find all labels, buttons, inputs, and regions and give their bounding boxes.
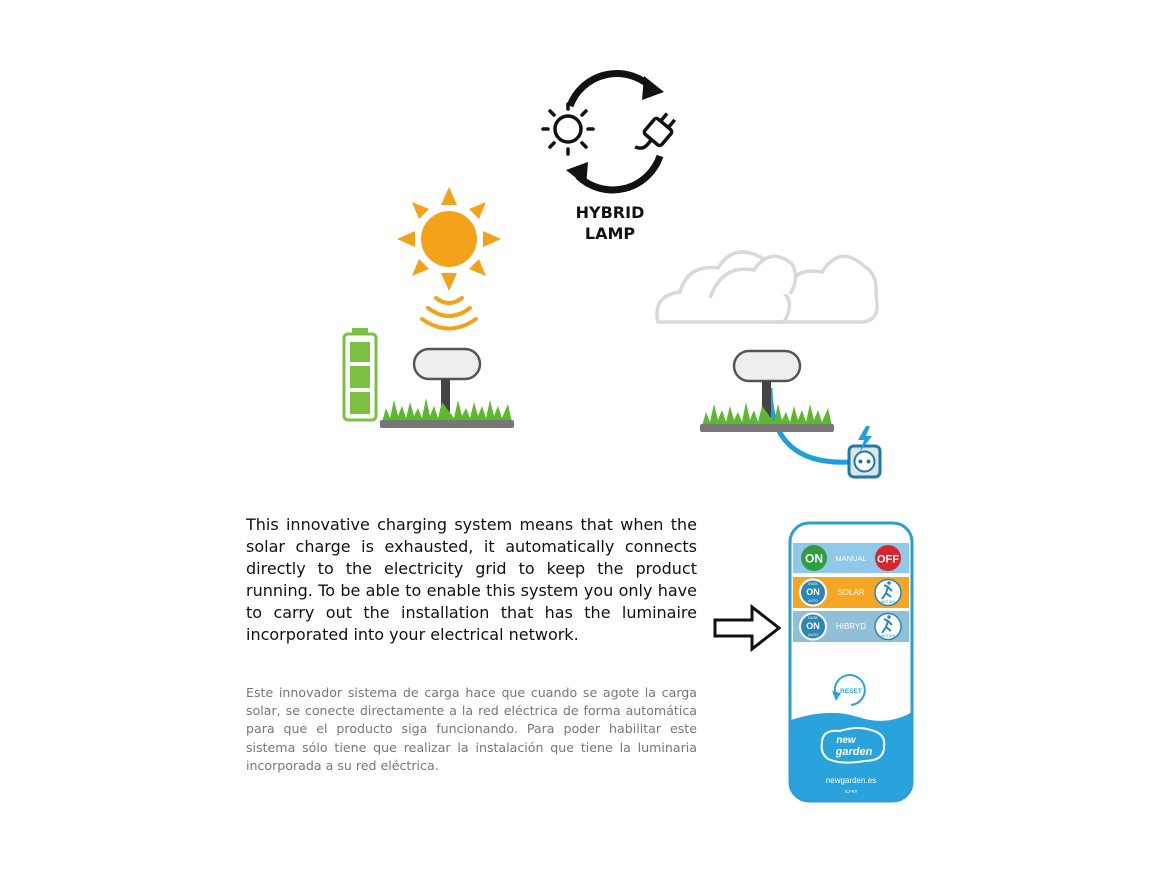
- solar-mode-illustration: [338, 186, 528, 434]
- motion-small-label: MOTION: [881, 600, 895, 604]
- description-spanish: Este innovador sistema de carga hace que cuando se agote la carga solar, se conecte directamente a la red eléctrica de forma automática para que el producto siga funcionando. Para poder habilitar este sistema sólo tiene que realizar la instalación que tiene la luminaria incorporada a su red eléctrica.: [246, 685, 697, 773]
- hybrid-cycle-icon: [540, 66, 690, 196]
- remote-control: [788, 521, 914, 803]
- dusk-on-button-solar[interactable]: [800, 580, 826, 606]
- sun-outline-icon: [543, 104, 593, 154]
- sun-icon: [397, 187, 501, 291]
- brand-line1: new: [836, 735, 856, 746]
- motion-button-hybrid[interactable]: [875, 614, 901, 640]
- dusk-on-label-2: ON: [806, 621, 820, 631]
- hybrid-title-line2: LAMP: [584, 224, 636, 243]
- dusk-on-label: ON: [806, 587, 820, 597]
- battery-full-icon: [344, 328, 376, 420]
- garden-lamp-icon: [734, 351, 800, 419]
- right-arrow-icon: [712, 604, 784, 652]
- garden-lamp-icon: [414, 349, 480, 417]
- grid-mode-illustration: [650, 238, 885, 483]
- off-button[interactable]: [875, 545, 901, 571]
- clouds-icon: [657, 252, 877, 322]
- auto-small-label-2: AUTO: [808, 633, 818, 637]
- solar-label: SOLAR: [837, 588, 865, 597]
- manual-label: MANUAL: [835, 554, 867, 563]
- motion-button-solar[interactable]: [875, 580, 901, 606]
- model-label: SJ-RT: [844, 789, 858, 794]
- power-socket-icon: [849, 446, 880, 477]
- reset-label: RESET: [840, 688, 862, 695]
- hybrid-title-line1: HYBRID: [575, 203, 645, 222]
- description-english: This innovative charging system means that when the solar charge is exhausted, it automatically connects directly to the electricity grid to keep the product running. To be able to enable this system you only have to carry out the installation that has the luminaire incorporated into your electrical network.: [246, 515, 697, 644]
- off-button-label: OFF: [877, 553, 899, 566]
- auto-small-label: AUTO: [808, 599, 818, 603]
- hybrid-label: HIBRYD: [835, 622, 867, 631]
- on-button-label: ON: [805, 551, 823, 566]
- website-label: newgarden.es: [825, 776, 877, 785]
- motion-small-label-2: MOTION: [881, 634, 895, 638]
- dusk-on-button-hybrid[interactable]: [800, 614, 826, 640]
- plug-outline-icon: [633, 110, 679, 159]
- dusk-small-label-2: DUSK: [808, 616, 818, 620]
- solar-waves-icon: [422, 298, 476, 329]
- brand-line2: garden: [835, 746, 873, 758]
- dusk-small-label: DUSK: [808, 582, 818, 586]
- hybrid-lamp-title: [560, 202, 660, 244]
- on-button[interactable]: [801, 545, 827, 571]
